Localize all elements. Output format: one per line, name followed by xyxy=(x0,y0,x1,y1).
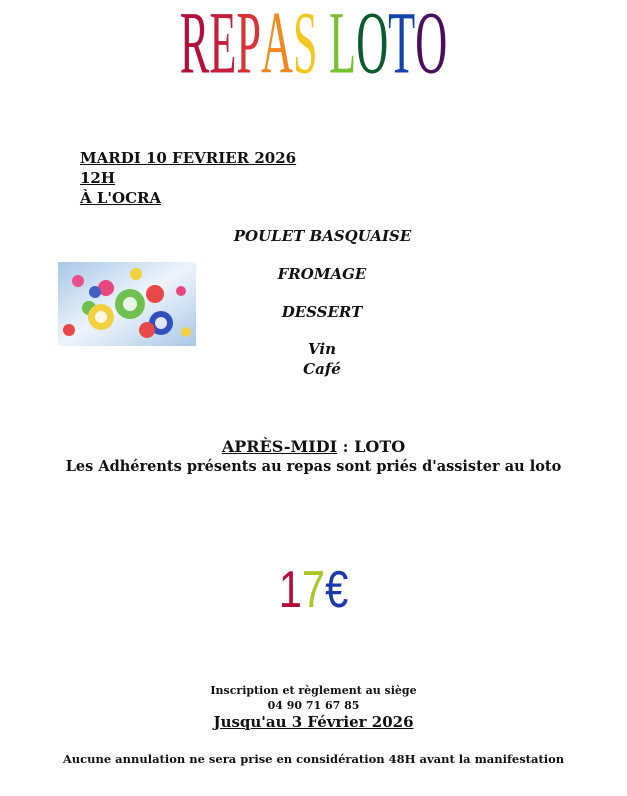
price-char: 7 xyxy=(301,561,326,619)
registration-text: Inscription et règlement au siège xyxy=(210,684,417,697)
price xyxy=(63,562,565,618)
price-char: 1 xyxy=(278,561,302,619)
menu-item: POULET BASQUAISE xyxy=(233,227,412,245)
event-date: MARDI 10 FEVRIER 2026 xyxy=(80,149,297,167)
title-letter: O xyxy=(415,0,448,93)
page-title xyxy=(56,0,570,93)
title-letter: O xyxy=(356,0,389,93)
menu-item: DESSERT xyxy=(281,303,363,321)
afternoon-note: Les Adhérents présents au repas sont priés d'assister au loto xyxy=(65,458,562,475)
title-letter: E xyxy=(209,0,237,93)
menu-item: Café xyxy=(303,360,341,378)
title-letter: P xyxy=(236,0,262,93)
event-time: 12H xyxy=(80,169,116,187)
price-char: € xyxy=(325,561,349,619)
separator: : xyxy=(337,437,355,456)
afternoon-label: APRÈS-MIDI xyxy=(221,437,338,456)
title-letter: A xyxy=(261,0,294,93)
registration-deadline: Jusqu'au 3 Février 2026 xyxy=(213,713,414,731)
menu-item: Vin xyxy=(308,340,336,358)
afternoon-activity: LOTO xyxy=(354,437,406,456)
cancellation-notice: Aucune annulation ne sera prise en considération 48H avant la manifestation xyxy=(62,752,565,766)
afternoon-heading xyxy=(0,437,627,456)
event-place: À L'OCRA xyxy=(80,189,162,207)
title-letter: R xyxy=(179,0,210,93)
registration-phone: 04 90 71 67 85 xyxy=(267,699,360,712)
menu-item: FROMAGE xyxy=(277,265,367,283)
title-letter: L xyxy=(329,0,357,93)
title-letter: S xyxy=(293,0,318,93)
bingo-balls-image xyxy=(58,262,196,346)
title-letter: T xyxy=(388,0,416,93)
